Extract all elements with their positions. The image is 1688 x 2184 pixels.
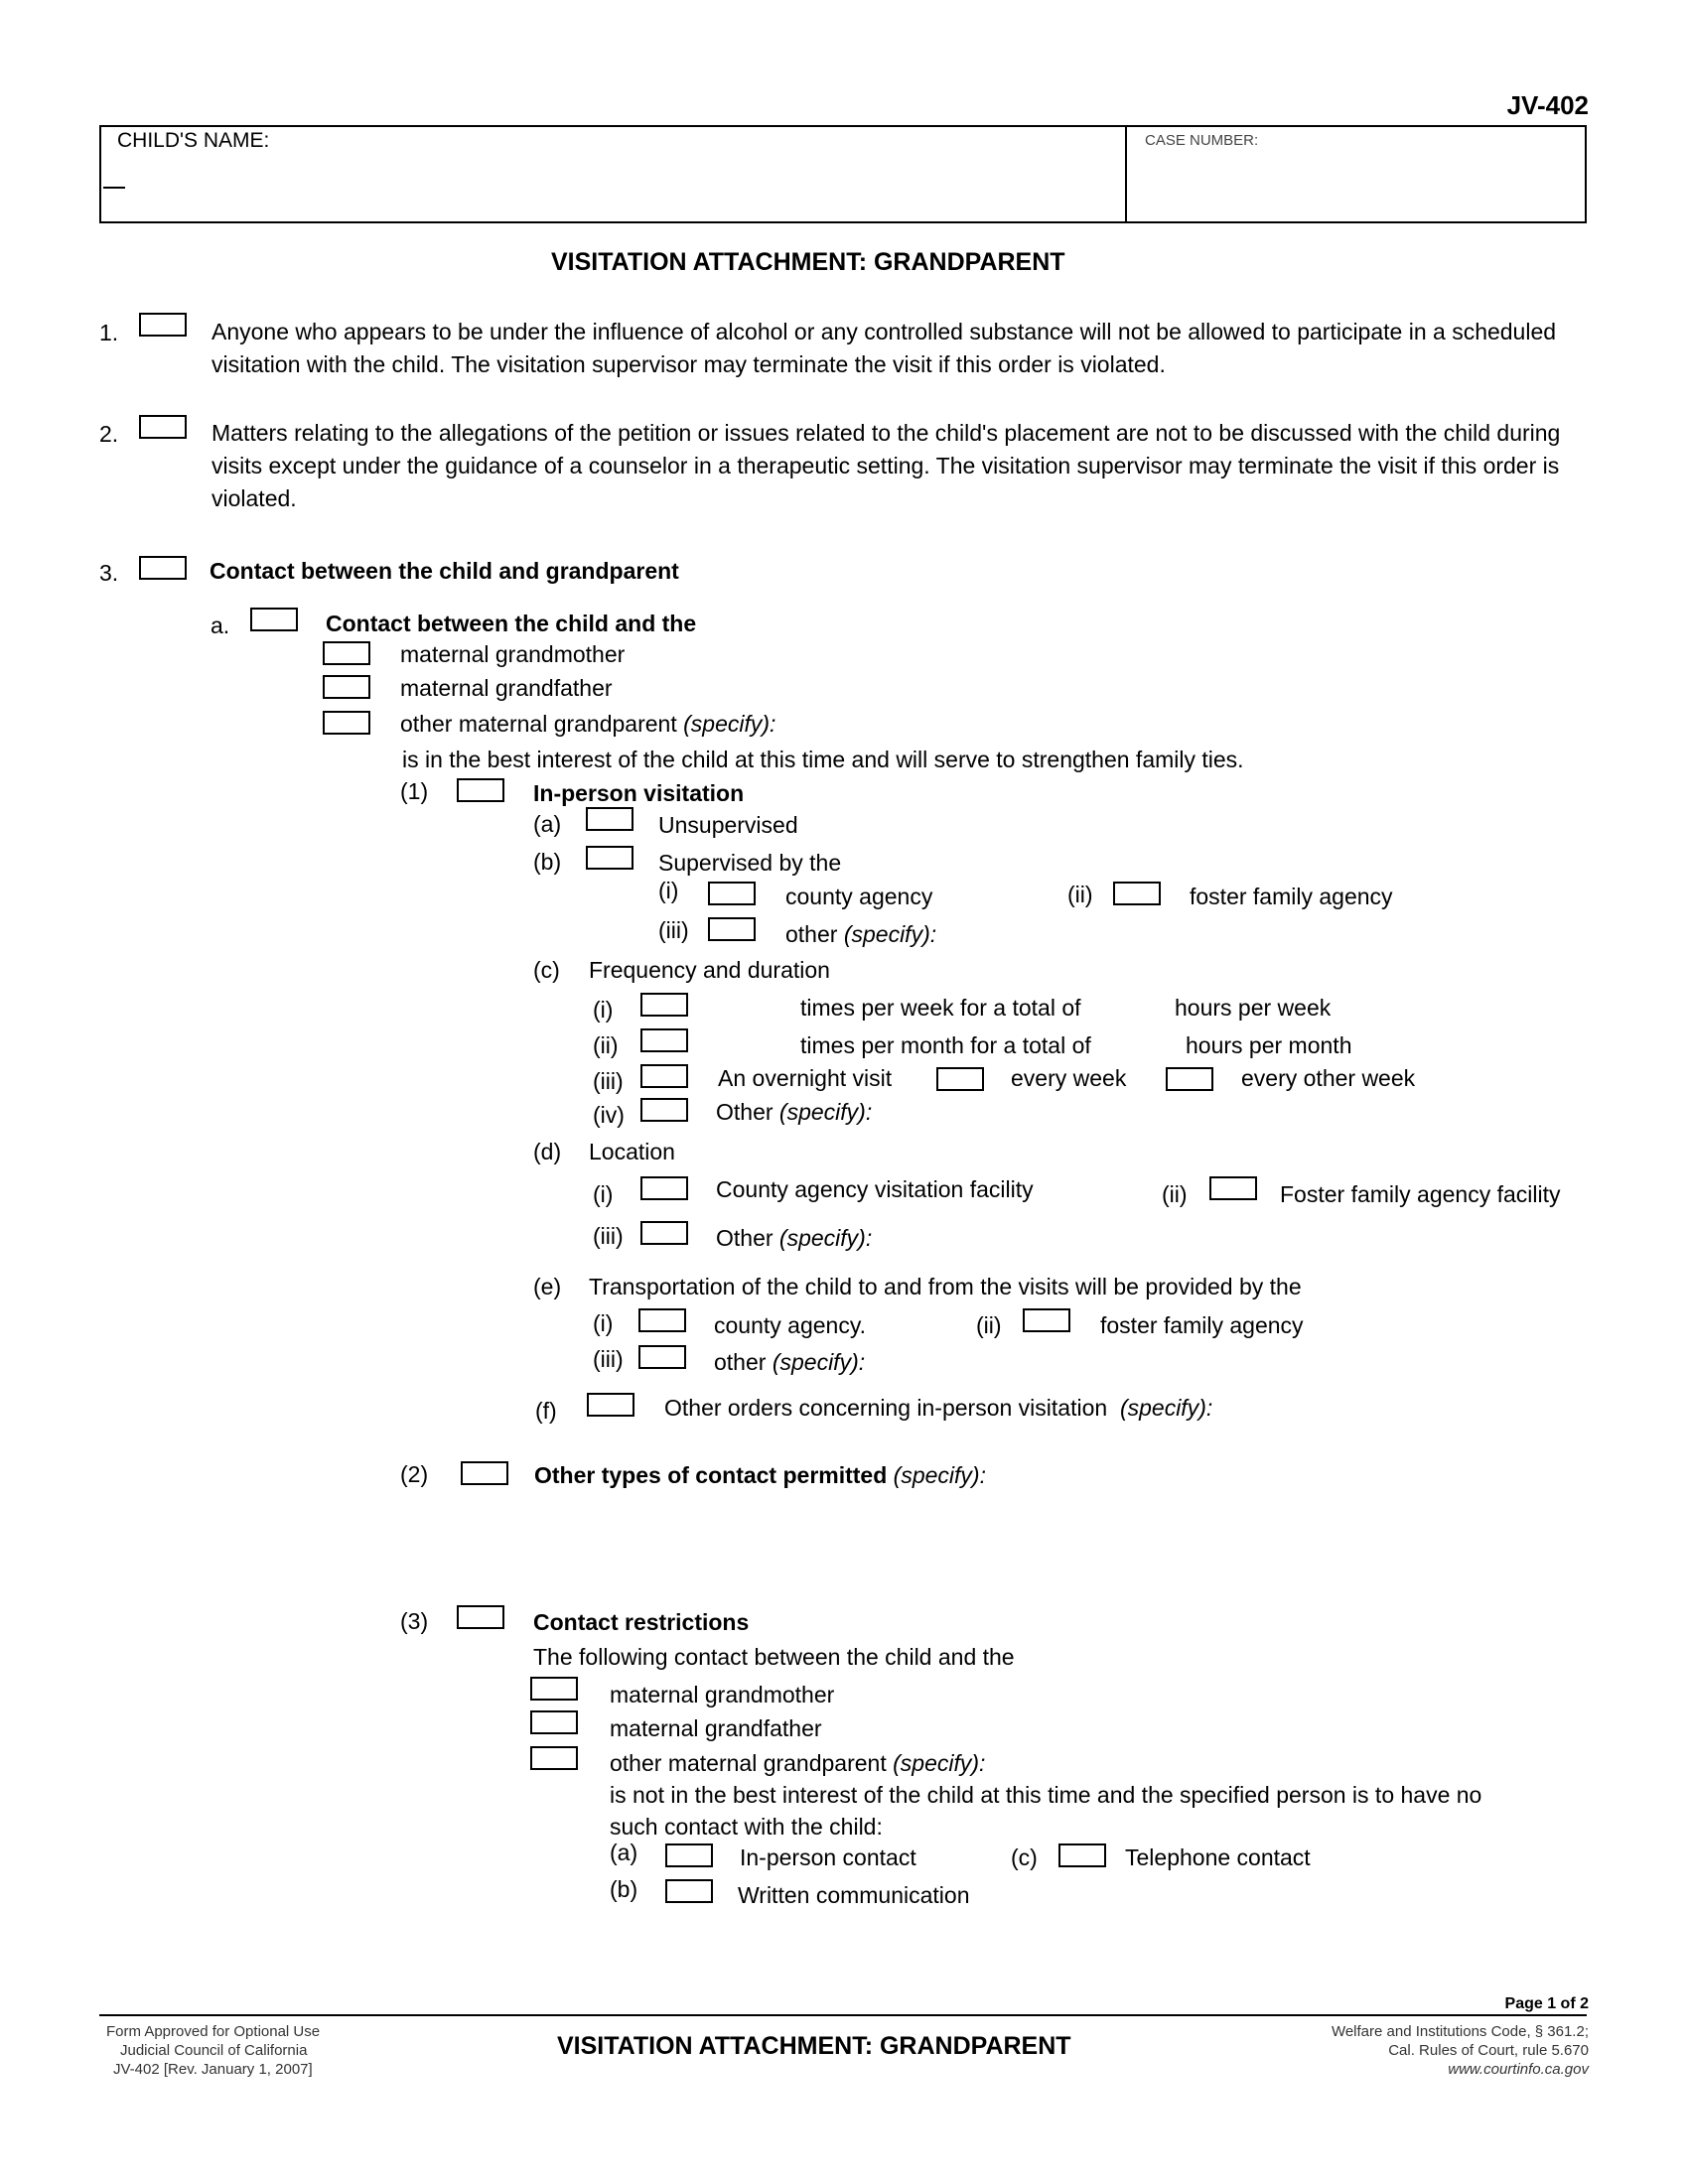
item1-number: 1. xyxy=(99,320,119,345)
location-letter: (d) xyxy=(533,1139,562,1164)
tr-foster-checkbox[interactable] xyxy=(1023,1308,1070,1332)
case-number-label: CASE NUMBER: xyxy=(1145,132,1259,149)
overnight-roman: (iii) xyxy=(593,1068,624,1094)
restr-telephone-label: Telephone contact xyxy=(1125,1844,1311,1870)
other-orders-checkbox[interactable] xyxy=(587,1393,634,1417)
restr-telephone-checkbox[interactable] xyxy=(1058,1843,1106,1867)
hours-per-month-label: hours per month xyxy=(1186,1032,1352,1058)
footer-code-line1: Welfare and Institutions Code, § 361.2; xyxy=(1331,2023,1589,2040)
footer-website-link[interactable]: www.courtinfo.ca.gov xyxy=(1448,2061,1589,2078)
tr-foster-label: foster family agency xyxy=(1100,1312,1304,1338)
restrictions-number: (3) xyxy=(400,1608,429,1634)
sup-county-roman: (i) xyxy=(658,878,679,903)
supervised-label-letter: (b) xyxy=(533,849,562,875)
other-types-checkbox[interactable] xyxy=(461,1461,508,1485)
form-approval-line2: Judicial Council of California xyxy=(120,2042,308,2059)
freq-other-roman: (iv) xyxy=(593,1102,625,1128)
other-orders-label: Other orders concerning in-person visitation (specify): xyxy=(664,1395,1213,1421)
every-week-label: every week xyxy=(1011,1065,1127,1091)
restr-grandfather-label: maternal grandfather xyxy=(610,1715,822,1741)
footer-title: VISITATION ATTACHMENT: GRANDPARENT xyxy=(557,2032,1071,2060)
restr-in-person-letter: (a) xyxy=(610,1840,638,1865)
frequency-heading: Frequency and duration xyxy=(589,957,830,983)
best-interest-text: is in the best interest of the child at this time and will serve to strengthen family ties. xyxy=(402,747,1244,772)
item3-number: 3. xyxy=(99,560,119,586)
restr-in-person-label: In-person contact xyxy=(740,1844,916,1870)
restr-grandmother-checkbox[interactable] xyxy=(530,1677,578,1701)
loc-foster-checkbox[interactable] xyxy=(1209,1176,1257,1200)
item2-number: 2. xyxy=(99,421,119,447)
times-per-week-label: times per week for a total of xyxy=(800,995,1081,1021)
loc-other-checkbox[interactable] xyxy=(640,1221,688,1245)
item3a-heading: Contact between the child and the xyxy=(326,611,697,636)
restr-other-label: other maternal grandparent (specify): xyxy=(610,1750,986,1776)
childs-name-tick xyxy=(103,187,125,189)
loc-foster-label: Foster family agency facility xyxy=(1280,1181,1561,1207)
location-heading: Location xyxy=(589,1139,675,1164)
form-approval-line1: Form Approved for Optional Use xyxy=(106,2023,321,2040)
in-person-checkbox[interactable] xyxy=(457,778,504,802)
restr-grandmother-label: maternal grandmother xyxy=(610,1682,835,1707)
sup-foster-roman: (ii) xyxy=(1067,882,1093,907)
in-person-heading: In-person visitation xyxy=(533,780,745,806)
freq-month-checkbox[interactable] xyxy=(640,1028,688,1052)
restr-in-person-checkbox[interactable] xyxy=(665,1843,713,1867)
other-grandparent-label: other maternal grandparent (specify): xyxy=(400,711,776,737)
restr-other-checkbox[interactable] xyxy=(530,1746,578,1770)
item3-checkbox[interactable] xyxy=(139,556,187,580)
supervised-label: Supervised by the xyxy=(658,850,842,876)
restrictions-intro: The following contact between the child and the xyxy=(533,1644,1015,1670)
freq-week-roman: (i) xyxy=(593,997,614,1023)
supervised-checkbox[interactable] xyxy=(586,846,633,870)
other-grandparent-checkbox[interactable] xyxy=(323,711,370,735)
item3-heading: Contact between the child and grandparent xyxy=(210,558,679,584)
other-types-number: (2) xyxy=(400,1461,429,1487)
frequency-letter: (c) xyxy=(533,957,560,983)
form-approval-line3: JV-402 [Rev. January 1, 2007] xyxy=(113,2061,313,2078)
form-id: JV-402 xyxy=(1506,90,1589,120)
every-other-week-label: every other week xyxy=(1241,1065,1416,1091)
freq-week-checkbox[interactable] xyxy=(640,993,688,1017)
sup-county-checkbox[interactable] xyxy=(708,882,756,905)
sup-county-label: county agency xyxy=(785,884,933,909)
loc-other-roman: (iii) xyxy=(593,1223,624,1249)
loc-county-roman: (i) xyxy=(593,1181,614,1207)
tr-county-roman: (i) xyxy=(593,1310,614,1336)
caption-divider xyxy=(1125,125,1127,223)
loc-county-label: County agency visitation facility xyxy=(716,1176,1034,1202)
freq-month-roman: (ii) xyxy=(593,1032,619,1058)
tr-county-checkbox[interactable] xyxy=(638,1308,686,1332)
unsupervised-label: Unsupervised xyxy=(658,812,798,838)
restrictions-checkbox[interactable] xyxy=(457,1605,504,1629)
childs-name-field[interactable] xyxy=(103,154,1121,219)
item2-text: Matters relating to the allegations of the petition or issues related to the child's placement are not to be discussed with the child during visits except under the guidance of a counselor in a therapeutic setting. The visitation supervisor may terminate the visit if this order is violated. xyxy=(211,420,1561,511)
sup-other-checkbox[interactable] xyxy=(708,917,756,941)
item2-checkbox[interactable] xyxy=(139,415,187,439)
tr-foster-roman: (ii) xyxy=(976,1312,1002,1338)
loc-other-label: Other (specify): xyxy=(716,1225,873,1251)
restr-telephone-letter: (c) xyxy=(1011,1844,1038,1870)
transport-letter: (e) xyxy=(533,1274,562,1299)
item1-checkbox[interactable] xyxy=(139,313,187,337)
unsupervised-label-letter: (a) xyxy=(533,811,562,837)
tr-other-label: other (specify): xyxy=(714,1349,866,1375)
item3a-checkbox[interactable] xyxy=(250,608,298,631)
every-other-week-checkbox[interactable] xyxy=(1166,1067,1213,1091)
in-person-number: (1) xyxy=(400,778,429,804)
freq-other-label: Other (specify): xyxy=(716,1099,873,1125)
childs-name-label: CHILD'S NAME: xyxy=(117,129,270,152)
footer-code-line2: Cal. Rules of Court, rule 5.670 xyxy=(1388,2042,1589,2059)
sup-foster-label: foster family agency xyxy=(1190,884,1393,909)
not-best-interest-line1: is not in the best interest of the child at this time and the specified person is to have no xyxy=(610,1782,1482,1808)
every-week-checkbox[interactable] xyxy=(936,1067,984,1091)
tr-other-roman: (iii) xyxy=(593,1346,624,1372)
overnight-checkbox[interactable] xyxy=(640,1064,688,1088)
tr-county-label: county agency. xyxy=(714,1312,867,1338)
tr-other-checkbox[interactable] xyxy=(638,1345,686,1369)
maternal-grandmother-label: maternal grandmother xyxy=(400,641,626,667)
restrictions-heading: Contact restrictions xyxy=(533,1609,750,1635)
transport-heading: Transportation of the child to and from the visits will be provided by the xyxy=(589,1274,1302,1299)
other-types-heading: Other types of contact permitted (specify): xyxy=(534,1462,986,1488)
hours-per-week-label: hours per week xyxy=(1175,995,1332,1021)
footer-rule xyxy=(99,2014,1587,2016)
other-orders-letter: (f) xyxy=(535,1398,557,1424)
not-best-interest-line2: such contact with the child: xyxy=(610,1814,883,1840)
maternal-grandfather-checkbox[interactable] xyxy=(323,675,370,699)
maternal-grandmother-checkbox[interactable] xyxy=(323,641,370,665)
restr-written-letter: (b) xyxy=(610,1876,638,1902)
sup-other-label: other (specify): xyxy=(785,921,937,947)
loc-county-checkbox[interactable] xyxy=(640,1176,688,1200)
overnight-label: An overnight visit xyxy=(718,1065,893,1091)
sup-other-roman: (iii) xyxy=(658,917,689,943)
item3a-label: a. xyxy=(211,613,230,638)
maternal-grandfather-label: maternal grandfather xyxy=(400,675,613,701)
unsupervised-checkbox[interactable] xyxy=(586,807,633,831)
page-number: Page 1 of 2 xyxy=(1504,1995,1589,2012)
freq-other-checkbox[interactable] xyxy=(640,1098,688,1122)
restr-written-checkbox[interactable] xyxy=(665,1879,713,1903)
times-per-month-label: times per month for a total of xyxy=(800,1032,1091,1058)
page-title: VISITATION ATTACHMENT: GRANDPARENT xyxy=(551,248,1065,276)
restr-grandfather-checkbox[interactable] xyxy=(530,1710,578,1734)
case-number-field[interactable] xyxy=(1129,154,1583,219)
sup-foster-checkbox[interactable] xyxy=(1113,882,1161,905)
loc-foster-roman: (ii) xyxy=(1162,1181,1188,1207)
restr-written-label: Written communication xyxy=(738,1882,970,1908)
item1-text: Anyone who appears to be under the influence of alcohol or any controlled substance will not be allowed to participate in a scheduled visitation with the child. The visitation supervisor may terminate the visit if this order is violated. xyxy=(211,319,1557,377)
